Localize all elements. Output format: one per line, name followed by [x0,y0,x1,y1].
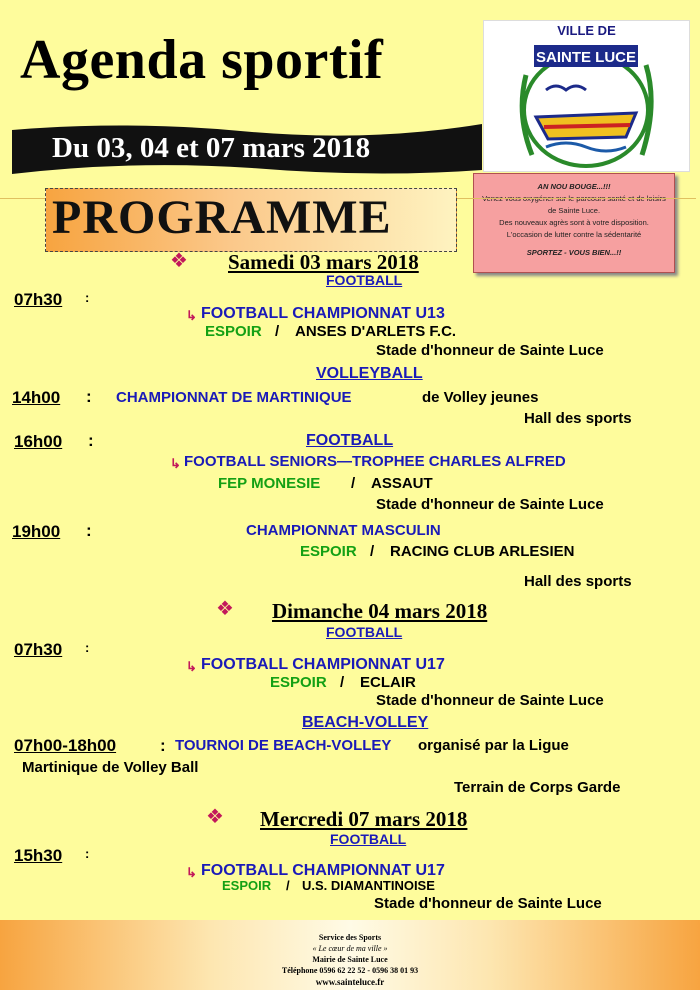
day1-cat3: FOOTBALL [306,432,394,449]
day2-event2-line2: Martinique de Volley Ball [22,759,199,776]
day2-time1: 07h30 [14,640,63,659]
day1-time1: 07h30 [14,290,63,309]
footer-phone: Téléphone 0596 62 22 52 - 0596 38 01 93 [281,966,419,975]
day3-event1: FOOTBALL CHAMPIONNAT U17 [201,862,445,879]
notice-line4: L'occasion de lutter contre la sédentarité [506,230,642,239]
diamond-icon: ❖ [206,806,224,828]
footer-service: Service des Sports [318,933,382,942]
notice-line5: SPORTEZ - VOUS BIEN...!! [526,248,622,257]
arrow-icon: ↳ [170,456,181,471]
day2-time2: 07h00-18h00 [14,736,117,755]
day1-event2: CHAMPIONNAT DE MARTINIQUE [116,389,352,406]
day3-time1: 15h30 [14,846,63,865]
programme-title: PROGRAMME [52,191,392,244]
day1-time2: 14h00 [12,388,61,407]
notice-line3: Des nouveaux agrès sont à votre disposition. [499,218,649,227]
day1-event2-detail: de Volley jeunes [422,389,539,406]
day2-e1-venue: Stade d'honneur de Sainte Luce [376,692,604,709]
day1-e4-venue: Hall des sports [524,573,632,590]
diamond-icon: ❖ [170,250,188,272]
day1-e4-team-a: ESPOIR [300,543,357,560]
day2-label: Dimanche 04 mars 2018 [272,599,488,623]
page-title: Agenda sportif [20,29,384,91]
day1-e1-venue: Stade d'honneur de Sainte Luce [376,342,604,359]
day1-cat1: FOOTBALL [326,272,403,288]
arrow-icon: ↳ [186,865,197,880]
day3-e1-team-a: ESPOIR [222,878,272,893]
day2-cat1: FOOTBALL [326,624,403,640]
day1-e3-team-b: ASSAUT [371,475,433,492]
day1-e1-team-b: ANSES D'ARLETS F.C. [295,323,457,340]
day3-label: Mercredi 07 mars 2018 [260,807,468,831]
logo-text-bottom: SAINTE LUCE [535,49,637,66]
day2-e2-venue: Terrain de Corps Garde [454,779,621,796]
day1-cat2: VOLLEYBALL [316,365,423,382]
logo-emblem [506,35,666,170]
day1-event4: CHAMPIONNAT MASCULIN [246,522,441,539]
day1-e2-venue: Hall des sports [524,410,632,427]
arrow-icon: ↳ [186,308,197,323]
day3-cat1: FOOTBALL [330,831,407,847]
day1-e3-venue: Stade d'honneur de Sainte Luce [376,496,604,513]
logo-text-top: VILLE DE [557,23,616,38]
diamond-icon: ❖ [216,598,234,620]
day1-e3-team-a: FEP MONESIE [218,475,321,492]
day1-event3: FOOTBALL SENIORS—TROPHEE CHARLES ALFRED [184,453,566,470]
footer-mairie: Mairie de Sainte Luce [312,955,388,964]
day2-event2: TOURNOI DE BEACH-VOLLEY [175,737,392,754]
day1-e4-team-b: RACING CLUB ARLESIEN [390,543,575,560]
day1-label: Samedi 03 mars 2018 [228,250,419,274]
day2-e1-team-a: ESPOIR [270,674,327,691]
day3-e1-venue: Stade d'honneur de Sainte Luce [374,895,602,912]
day2-cat2: BEACH-VOLLEY [302,714,429,731]
day1-time3: 16h00 [14,432,63,451]
date-range: Du 03, 04 et 07 mars 2018 [52,132,371,164]
notice-line2: Venez vous oxygéner sur le parcours santé et de loisirs de Sainte Luce. [482,194,666,215]
city-logo [483,20,690,172]
day2-event2-detail: organisé par la Ligue [418,737,569,754]
day2-e1-team-b: ECLAIR [360,674,416,691]
day1-e1-team-a: ESPOIR [205,323,262,340]
day2-event1: FOOTBALL CHAMPIONNAT U17 [201,656,445,673]
day1-time4: 19h00 [12,522,61,541]
day1-event1: FOOTBALL CHAMPIONNAT U13 [201,305,445,322]
footer-website[interactable]: www.sainteluce.fr [315,977,385,987]
notice-line1: AN NOU BOUGE...!!! [537,182,611,191]
day3-e1-team-b: U.S. DIAMANTINOISE [302,878,435,893]
arrow-icon: ↳ [186,659,197,674]
footer-slogan: « Le cœur de ma ville » [312,944,388,953]
